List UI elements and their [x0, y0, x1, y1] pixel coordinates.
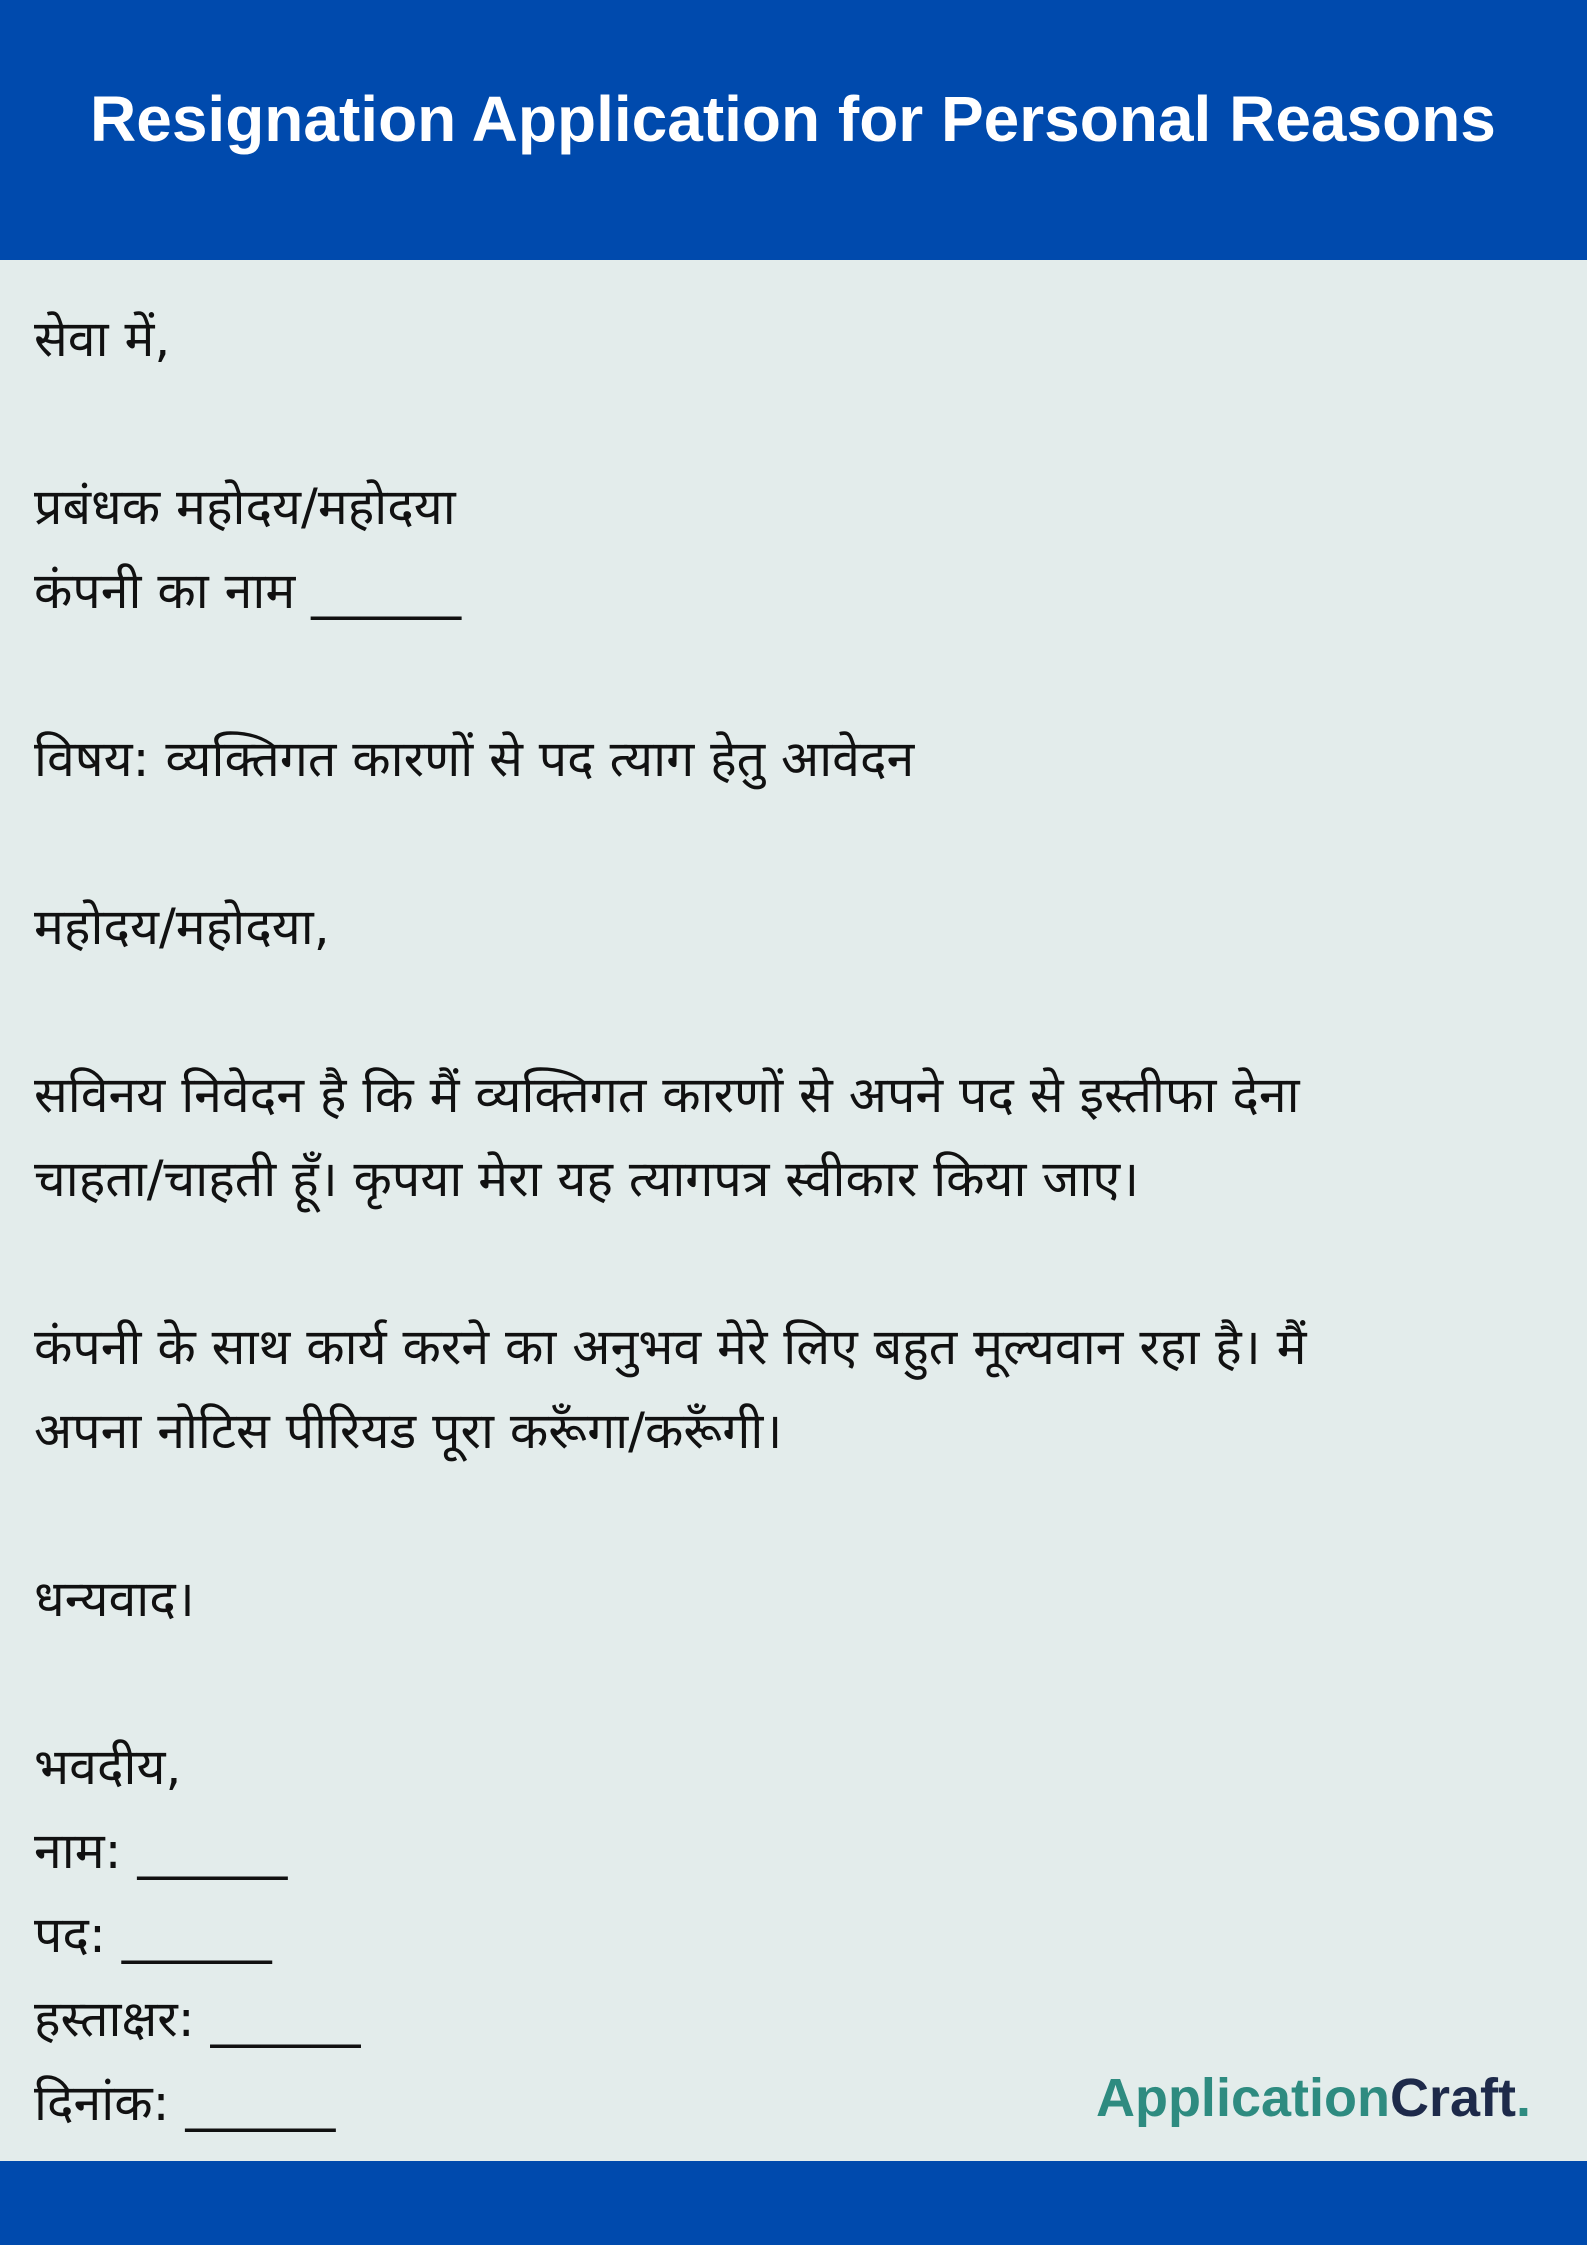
application-craft-logo [1096, 2063, 1531, 2133]
logo-dot: . [1515, 2068, 1531, 2128]
company-name-field: कंपनी का नाम ______ [34, 562, 462, 620]
page-title: Resignation Application for Personal Reasons [90, 83, 1496, 155]
letter-subject: विषय: व्यक्तिगत कारणों से पद त्याग हेतु आवेदन [34, 730, 915, 788]
position-field: पद: ______ [34, 1906, 272, 1964]
logo-text-application: Application [1095, 2068, 1390, 2128]
spacer [34, 801, 1554, 885]
letter-body [34, 297, 1554, 2145]
spacer [34, 969, 1554, 1053]
signature-field: हस्ताक्षर: ______ [34, 1990, 361, 2048]
header-banner [0, 0, 1587, 260]
name-field: नाम: ______ [34, 1822, 288, 1880]
letter-salutation-to: सेवा में, [34, 310, 171, 368]
logo-text-craft: Craft [1389, 2068, 1516, 2128]
letter-greeting: महोदय/महोदया, [34, 898, 330, 956]
spacer [34, 1473, 1554, 1557]
spacer [34, 633, 1554, 717]
spacer [34, 381, 1554, 465]
spacer [34, 1641, 1554, 1725]
letter-thanks: धन्यवाद। [34, 1570, 195, 1628]
recipient-designation: प्रबंधक महोदय/महोदया [34, 478, 456, 536]
paragraph-1-line-1: सविनय निवेदन है कि मैं व्यक्तिगत कारणों से अपने पद से इस्तीफा देना [34, 1066, 1300, 1124]
footer-banner [0, 2161, 1587, 2245]
paragraph-2-line-2: अपना नोटिस पीरियड पूरा करूँगा/करूँगी। [34, 1402, 783, 1460]
letter-closing: भवदीय, [34, 1738, 182, 1796]
paragraph-1-line-2: चाहता/चाहती हूँ। कृपया मेरा यह त्यागपत्र स्वीकार किया जाए। [34, 1150, 1140, 1208]
date-field: दिनांक: ______ [34, 2074, 336, 2132]
spacer [34, 1221, 1554, 1305]
paragraph-2-line-1: कंपनी के साथ कार्य करने का अनुभव मेरे लिए बहुत मूल्यवान रहा है। मैं [34, 1318, 1307, 1376]
